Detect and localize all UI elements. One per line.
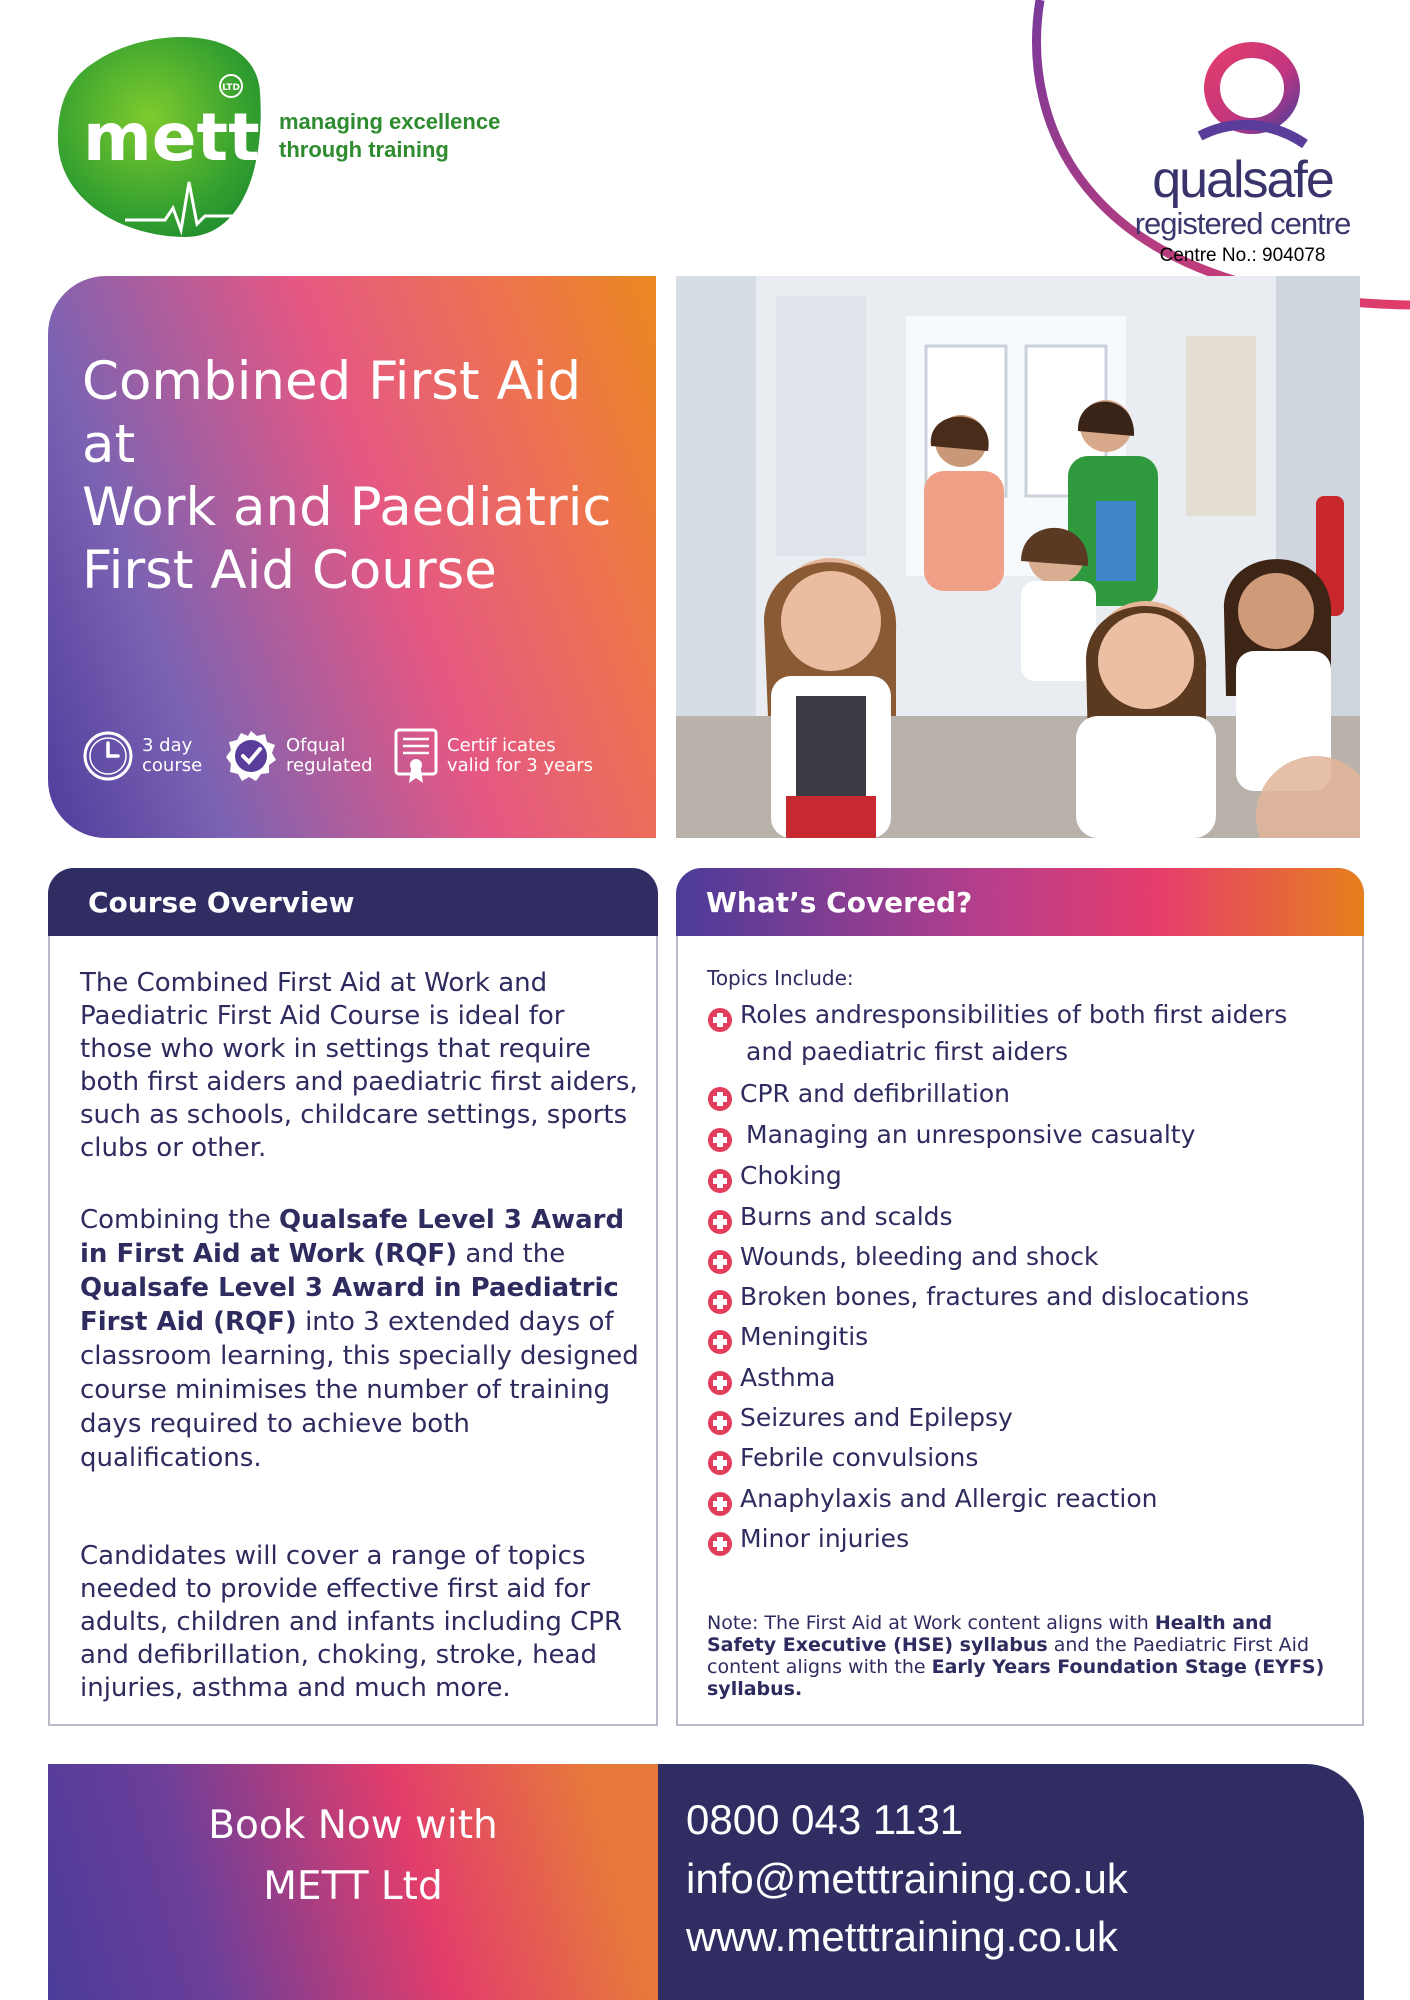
topics-include-label: Topics Include:: [707, 966, 854, 990]
certificate-icon: [393, 727, 439, 785]
topic-item: CPR and defibrillation: [706, 1079, 1010, 1113]
topic-item: Managing an unresponsive casualty: [706, 1120, 1195, 1154]
qualsafe-registered-centre: registered centre: [1134, 206, 1351, 241]
badge-certificates: Certif icates valid for 3 years: [393, 728, 593, 784]
topic-item: Burns and scalds: [706, 1202, 953, 1236]
whats-covered-heading: What’s Covered?: [676, 868, 1364, 936]
mett-logo: [55, 32, 265, 242]
topic-item: Anaphylaxis and Allergic reaction: [706, 1484, 1158, 1518]
topic-item: Choking: [706, 1161, 842, 1195]
red-cross-icon: [706, 1006, 734, 1034]
red-cross-icon: [706, 1369, 734, 1397]
red-cross-icon: [706, 1328, 734, 1356]
red-cross-icon: [706, 1126, 734, 1154]
red-cross-icon: [706, 1208, 734, 1236]
classroom-hallway-photo: [676, 276, 1360, 838]
topic-item: Roles andresponsibilities of both first aiders and paediatric first aiders: [706, 1000, 1287, 1067]
red-cross-icon: [706, 1449, 734, 1477]
red-cross-icon: [706, 1167, 734, 1195]
topic-item: Broken bones, fractures and dislocations: [706, 1282, 1249, 1316]
phone-number[interactable]: 0800 043 1131: [686, 1796, 964, 1843]
mett-ltd-mark: LTD: [222, 83, 240, 93]
book-now-text: Book Now with METT Ltd: [208, 1803, 498, 1909]
qualsafe-q-logo: [1180, 40, 1320, 150]
overview-paragraph-1: The Combined First Aid at Work and Paediatric First Aid Course is ideal for those who work in settings that require both first aiders and paediatric first aiders, such as schools, childcare settings, sports clubs or other.: [80, 968, 638, 1163]
topic-item: Febrile convulsions: [706, 1443, 978, 1477]
website-link[interactable]: www.metttraining.co.uk: [686, 1913, 1118, 1960]
clock-icon: [82, 730, 134, 782]
topic-item: Meningitis: [706, 1322, 868, 1356]
syllabus-note: Note: The First Aid at Work content aligns with Health and Safety Executive (HSE) syllabus and the Paediatric First Aid content aligns with the Early Years Foundation Stage (EYFS) syllabus.: [707, 1612, 1325, 1700]
mett-tagline: managing excellence through training: [279, 109, 501, 162]
qualsafe-name: qualsafe: [1152, 151, 1333, 209]
red-cross-icon: [706, 1248, 734, 1276]
check-badge-icon: [224, 729, 278, 783]
red-cross-icon: [706, 1530, 734, 1558]
badge-ofqual: Ofqual regulated: [224, 728, 373, 784]
topic-item: Seizures and Epilepsy: [706, 1403, 1013, 1437]
red-cross-icon: [706, 1409, 734, 1437]
course-overview-heading: Course Overview: [48, 868, 658, 936]
topic-item: Minor injuries: [706, 1524, 909, 1558]
email-link[interactable]: info@metttraining.co.uk: [686, 1855, 1128, 1902]
topic-item: Asthma: [706, 1363, 835, 1397]
overview-paragraph-2: Combining the Qualsafe Level 3 Award in First Aid at Work (RQF) and the Qualsafe Level 3 Award in Paediatric First Aid (RQF) into 3 extended days of classroom learning, this specially designed course minimises the number of training days required to achieve both qualifications.: [80, 1205, 639, 1473]
red-cross-icon: [706, 1490, 734, 1518]
red-cross-icon: [706, 1288, 734, 1316]
topic-item: Wounds, bleeding and shock: [706, 1242, 1098, 1276]
centre-number: Centre No.: 904078: [1159, 245, 1326, 266]
badge-duration: 3 day course: [82, 728, 202, 784]
mett-logo-text: mett: [83, 99, 260, 176]
red-cross-icon: [706, 1085, 734, 1113]
course-title: Combined First Aid at Work and Paediatric First Aid Course: [82, 351, 612, 601]
overview-paragraph-3: Candidates will cover a range of topics needed to provide effective first aid for adults, children and infants including CPR and defibrillation, choking, stroke, head injuries, asthma and much more.: [80, 1541, 623, 1703]
